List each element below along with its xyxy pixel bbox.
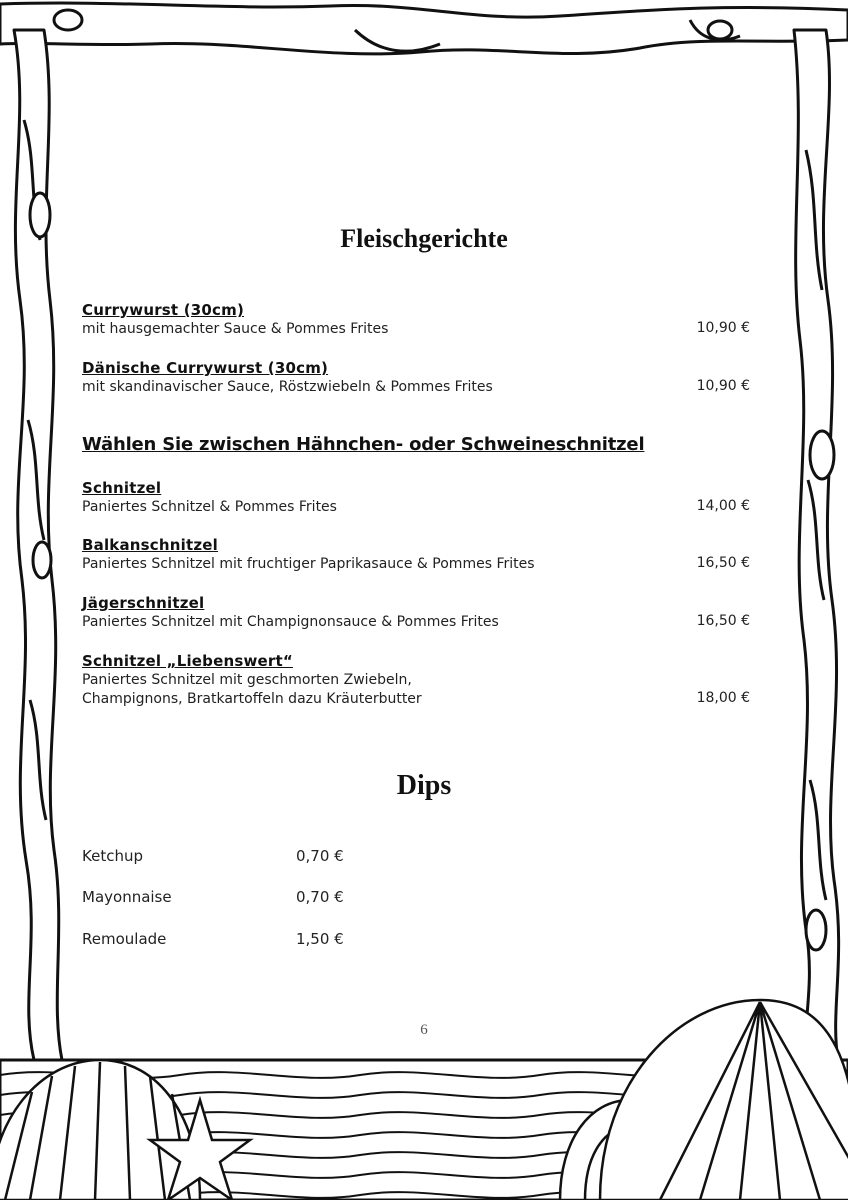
menu-item — [82, 593, 750, 632]
item-name: Dänische Currywurst (30cm) — [82, 359, 329, 377]
dip-price: 0,70 € — [296, 888, 344, 906]
item-price: 10,90 € — [696, 378, 750, 394]
item-name: Balkanschnitzel — [82, 536, 219, 554]
dip-price: 0,70 € — [296, 847, 344, 865]
menu-item — [82, 478, 750, 517]
dip-name: Mayonnaise — [82, 888, 172, 906]
dip-item — [82, 888, 344, 906]
dip-item — [82, 930, 344, 948]
item-name: Currywurst (30cm) — [82, 301, 245, 319]
item-description: Paniertes Schnitzel mit fruchtiger Paprikasauce & Pommes Frites — [82, 556, 535, 572]
item-price: 16,50 € — [696, 613, 750, 629]
item-description-line-1: Paniertes Schnitzel mit geschmorten Zwiebeln, — [82, 672, 412, 688]
dip-name: Ketchup — [82, 847, 143, 865]
menu-item — [82, 300, 750, 339]
menu-item — [82, 535, 750, 574]
menu-item — [82, 651, 750, 709]
dip-price: 1,50 € — [296, 930, 344, 948]
item-description: Paniertes Schnitzel & Pommes Frites — [82, 499, 337, 515]
dip-item — [82, 847, 344, 865]
item-description: mit hausgemachter Sauce & Pommes Frites — [82, 321, 389, 337]
item-description-line-2: Champignons, Bratkartoffeln dazu Kräuterbutter — [82, 691, 422, 707]
item-price: 18,00 € — [696, 690, 750, 706]
item-price: 16,50 € — [696, 555, 750, 571]
section-title-meat: Fleischgerichte — [340, 224, 508, 253]
section-title-dips: Dips — [396, 770, 452, 801]
page-number: 6 — [420, 1022, 428, 1038]
item-description: mit skandinavischer Sauce, Röstzwiebeln & Pommes Frites — [82, 379, 493, 395]
item-price: 10,90 € — [696, 320, 750, 336]
item-name: Schnitzel „Liebenswert“ — [82, 652, 293, 670]
item-name: Jägerschnitzel — [82, 594, 205, 612]
schnitzel-choice-heading: Wählen Sie zwischen Hähnchen- oder Schweineschnitzel — [82, 434, 645, 455]
item-price: 14,00 € — [696, 498, 750, 514]
menu-item — [82, 358, 750, 397]
item-description: Paniertes Schnitzel mit Champignonsauce & Pommes Frites — [82, 614, 499, 630]
item-name: Schnitzel — [82, 479, 162, 497]
dip-name: Remoulade — [82, 930, 167, 948]
